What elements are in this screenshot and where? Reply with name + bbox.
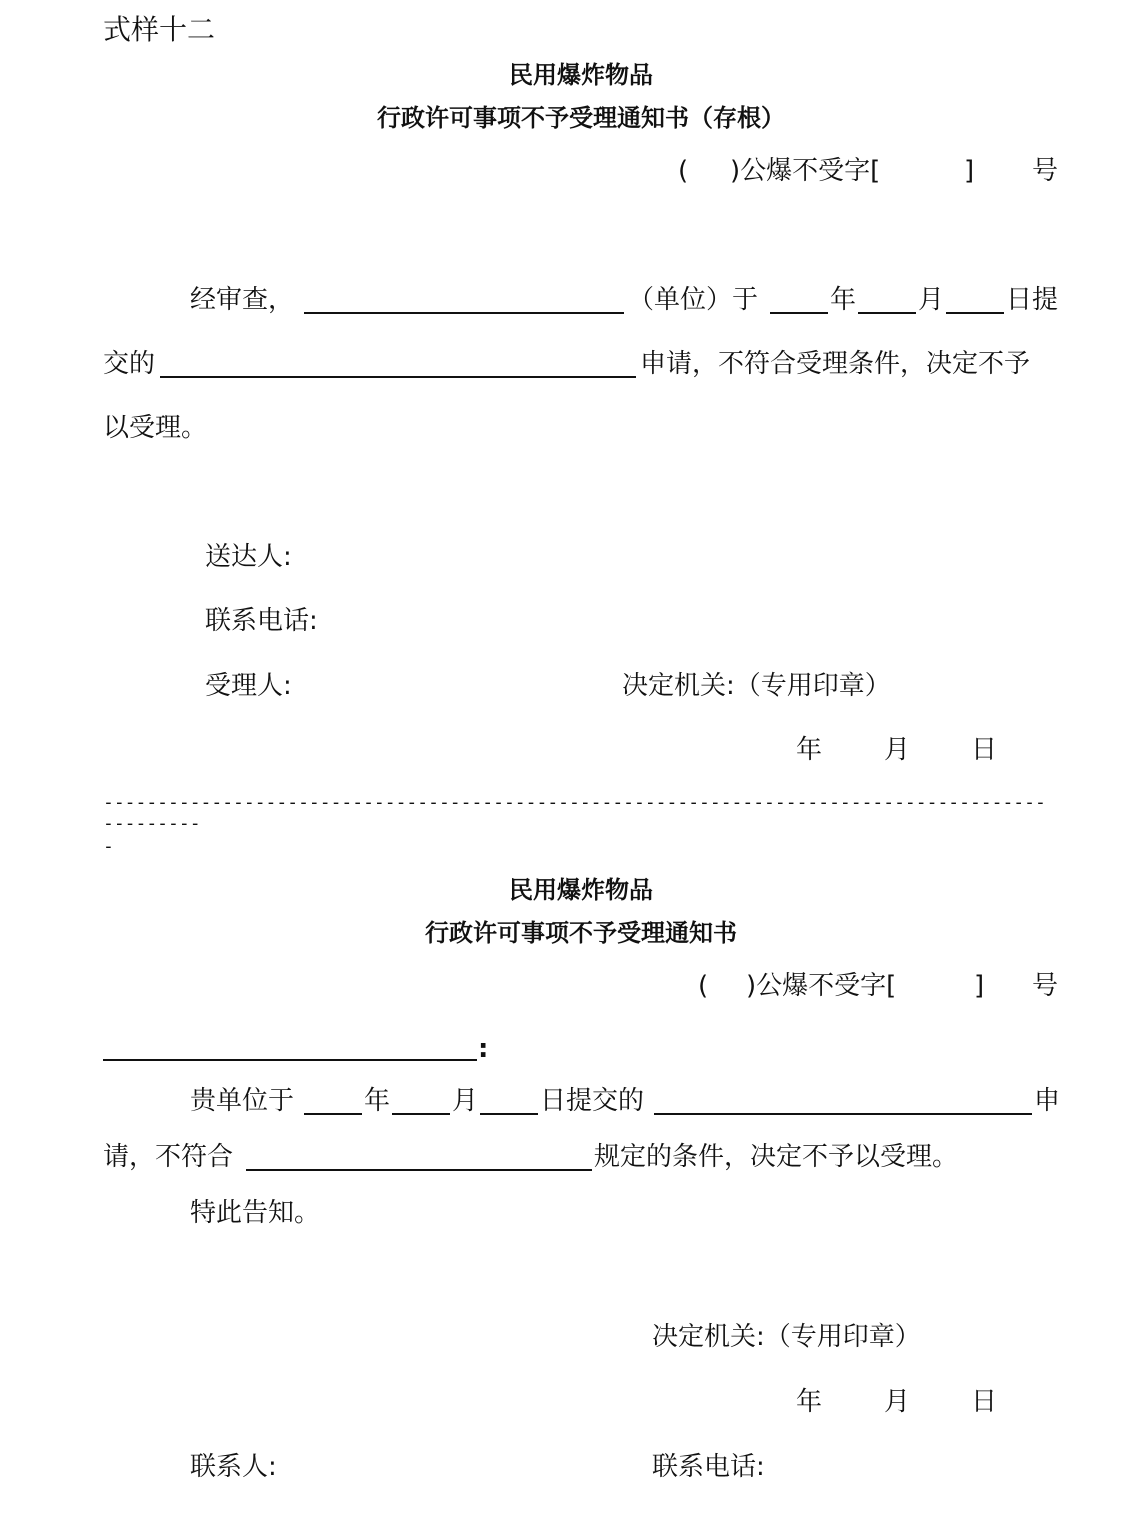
cut-separator-tail: -	[103, 836, 114, 857]
stub-doc-no-suffix: 号	[1032, 156, 1059, 186]
notice-paragraph-line3: 特此告知。	[190, 1198, 321, 1228]
notice-title-line2: 行政许可事项不予受理通知书	[425, 919, 737, 947]
stub-p1-day: 日提	[1006, 285, 1059, 315]
notice-p1-text-a: 贵单位于	[190, 1086, 295, 1116]
stub-authority-label: 决定机关:（专用印章）	[622, 671, 891, 701]
notice-p1-end: 申	[1034, 1086, 1061, 1116]
stub-application-blank[interactable]	[160, 376, 636, 378]
notice-addressee-colon: :	[478, 1034, 489, 1064]
notice-date-month: 月	[884, 1387, 911, 1417]
notice-year-blank[interactable]	[304, 1113, 362, 1115]
notice-doc-no-prefix: (	[698, 971, 709, 1001]
notice-regulation-blank[interactable]	[246, 1169, 592, 1171]
stub-p1-text-b: （单位）于	[628, 285, 759, 315]
stub-p1-month: 月	[918, 285, 945, 315]
stub-p1-year: 年	[830, 285, 857, 315]
notice-day-blank[interactable]	[480, 1113, 538, 1115]
stub-p2-text-a: 交的	[103, 349, 156, 379]
stub-p2-text-b: 申请，不符合受理条件，决定不予	[640, 349, 1031, 379]
notice-authority-label: 决定机关:（专用印章）	[652, 1322, 921, 1352]
stub-year-blank[interactable]	[770, 312, 828, 314]
notice-p1-day: 日提交的	[540, 1086, 645, 1116]
stub-title-line2: 行政许可事项不予受理通知书（存根）	[377, 104, 785, 132]
notice-title-line1: 民用爆炸物品	[509, 876, 653, 904]
notice-doc-no-mid: )公爆不受字[	[746, 971, 897, 1001]
notice-contact-label: 联系人:	[190, 1452, 277, 1482]
stub-phone-label: 联系电话:	[205, 606, 318, 636]
notice-date-year: 年	[796, 1387, 823, 1417]
stub-title-line1: 民用爆炸物品	[509, 61, 653, 89]
notice-doc-no-suffix: 号	[1032, 971, 1059, 1001]
stub-day-blank[interactable]	[946, 312, 1004, 314]
stub-date-day: 日	[971, 735, 998, 765]
cut-separator-line: ------------------------------------------------------------------------------------------------	[103, 792, 1046, 834]
stub-doc-no-mid: )公爆不受字[	[730, 156, 881, 186]
notice-addressee-blank[interactable]	[103, 1059, 477, 1061]
stub-date-year: 年	[796, 735, 823, 765]
stub-handler-label: 受理人:	[205, 671, 292, 701]
notice-p2-text-a: 请，不符合	[103, 1142, 234, 1172]
stub-paragraph-line3: 以受理。	[103, 413, 208, 443]
notice-date-day: 日	[971, 1387, 998, 1417]
notice-application-blank[interactable]	[654, 1113, 1032, 1115]
stub-date-month: 月	[884, 735, 911, 765]
stub-deliverer-label: 送达人:	[205, 542, 292, 572]
stub-unit-blank[interactable]	[304, 312, 624, 314]
notice-p1-month: 月	[452, 1086, 479, 1116]
notice-p2-text-b: 规定的条件，决定不予以受理。	[594, 1142, 959, 1172]
stub-p1-text-a: 经审查，	[190, 285, 295, 315]
form-style-label: 式样十二	[103, 13, 216, 46]
stub-doc-no-bracket-close: ]	[964, 156, 975, 186]
notice-month-blank[interactable]	[392, 1113, 450, 1115]
stub-month-blank[interactable]	[858, 312, 916, 314]
notice-phone-label: 联系电话:	[652, 1452, 765, 1482]
notice-doc-no-bracket-close: ]	[974, 971, 985, 1001]
stub-doc-no-prefix: (	[678, 156, 689, 186]
notice-p1-year: 年	[364, 1086, 391, 1116]
